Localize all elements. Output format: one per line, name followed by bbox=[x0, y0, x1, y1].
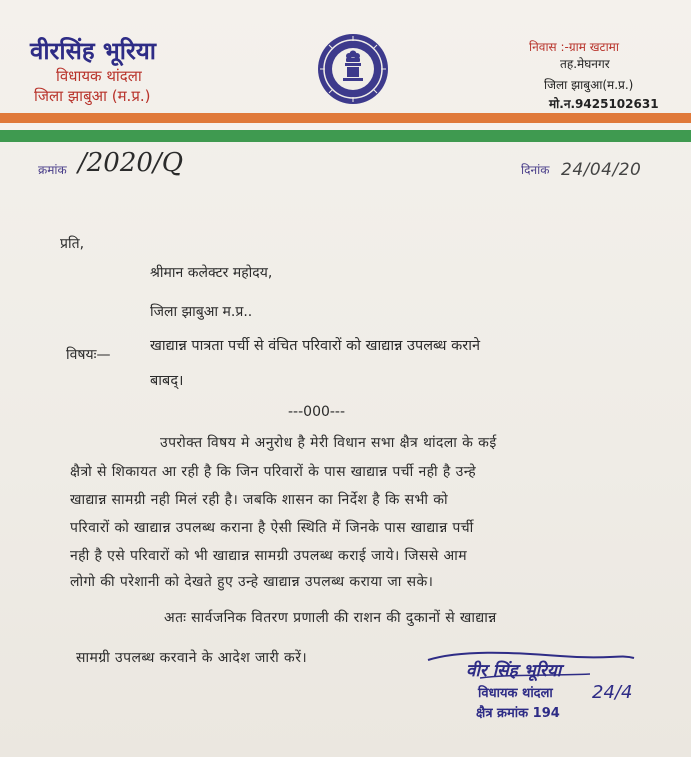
recipient: श्रीमान कलेक्टर महोदय, bbox=[150, 265, 273, 281]
body-line: खाद्यान्न सामग्री नही मिलं रही है। जबकि शासन का निर्देश है कि सभी को bbox=[70, 492, 448, 508]
stripe-white bbox=[0, 123, 691, 130]
signature-constituency: क्षैत्र क्रमांक 194 bbox=[476, 706, 560, 721]
sender-role: विधायक थांदला bbox=[56, 67, 142, 85]
signature-date: 24/4 bbox=[592, 682, 633, 703]
divider: ---000--- bbox=[288, 404, 346, 420]
reference-label: क्रमांक bbox=[38, 163, 67, 177]
body-line: परिवारों को खाद्यान्न उपलब्ध कराना है ऐसी स्थिति में जिनके पास खाद्यान्न पर्ची bbox=[70, 520, 474, 536]
signature-name: वीर सिंह भूरिया bbox=[466, 661, 562, 681]
subject-line-2: बाबद्। bbox=[150, 373, 184, 389]
body-line: उपरोक्त विषय मे अनुरोध है मेरी विधान सभा क्षैत्र थांदला के कई bbox=[160, 435, 497, 451]
phone-number: मो.न.9425102631 bbox=[549, 97, 659, 111]
date-value: 24/04/20 bbox=[561, 160, 642, 180]
sender-name: वीरसिंह भूरिया bbox=[30, 37, 156, 65]
address-line-2: तह.मेघनगर bbox=[560, 57, 610, 71]
prati-label: प्रति, bbox=[60, 236, 85, 252]
closing-line: अतः सार्वजनिक वितरण प्रणाली की राशन की दुकानों से खाद्यान्न bbox=[164, 610, 497, 626]
body-line: लोगो की परेशानी को देखते हुए उन्हे खाद्यान्न उपलब्ध कराया जा सके। bbox=[70, 574, 434, 590]
sender-district: जिला झाबुआ (म.प्र.) bbox=[34, 87, 151, 105]
subject-line-1: खाद्यान्न पात्रता पर्ची से वंचित परिवारों को खाद्यान्न उपलब्ध कराने bbox=[150, 338, 481, 354]
address-line-1: निवास :-ग्राम खटामा bbox=[529, 40, 619, 54]
closing-line: सामग्री उपलब्ध करवाने के आदेश जारी करें। bbox=[76, 650, 308, 666]
date-label: दिनांक bbox=[521, 163, 550, 177]
body-line: नही है एसे परिवारों को भी खाद्यान्न सामग्री उपलब्ध कराई जाये। जिससे आम bbox=[70, 548, 468, 564]
signature-role: विधायक थांदला bbox=[478, 686, 553, 701]
state-emblem-icon bbox=[316, 32, 390, 106]
address-line-3: जिला झाबुआ(म.प्र.) bbox=[544, 78, 634, 92]
subject-label: विषयः— bbox=[66, 347, 111, 363]
stripe-orange bbox=[0, 113, 691, 123]
stripe-green bbox=[0, 130, 691, 142]
reference-number: /2020/Q bbox=[78, 148, 184, 178]
recipient-address: जिला झाबुआ म.प्र.. bbox=[150, 304, 253, 320]
body-line: क्षैत्रो से शिकायत आ रही है कि जिन परिवारों के पास खाद्यान्न पर्ची नही है उन्हे bbox=[70, 464, 477, 480]
